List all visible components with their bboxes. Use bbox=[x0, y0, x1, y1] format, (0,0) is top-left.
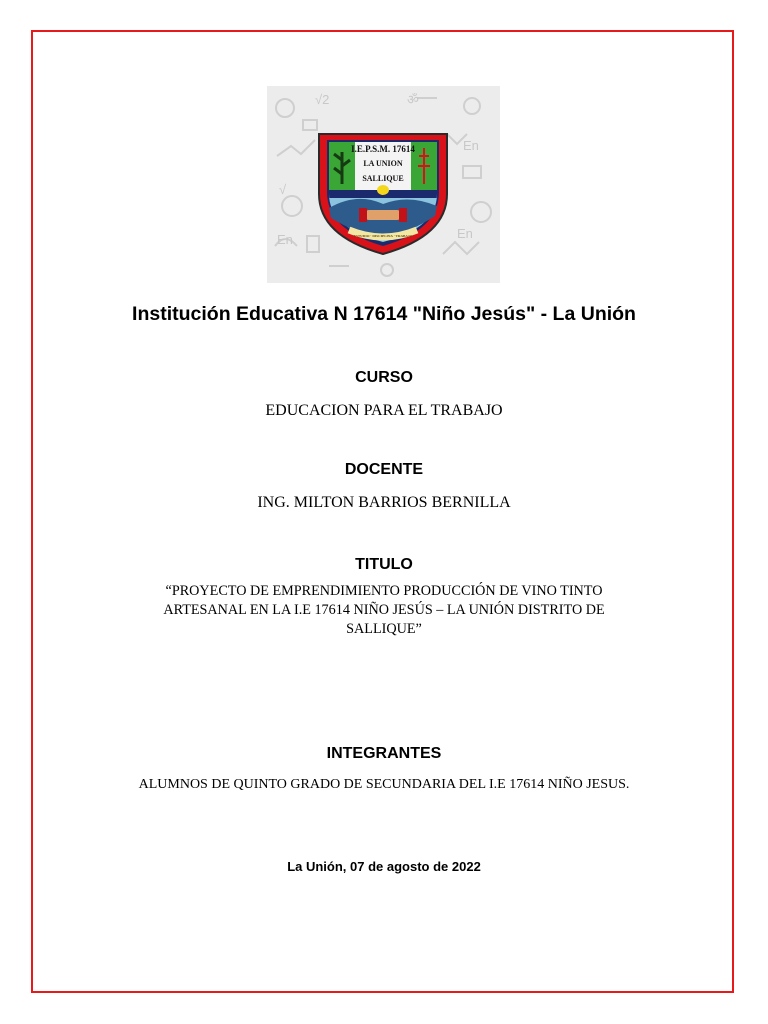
place-date: La Unión, 07 de agosto de 2022 bbox=[287, 859, 481, 874]
teacher-value: ING. MILTON BARRIOS BERNILLA bbox=[257, 494, 511, 511]
svg-text:I.E.P.S.M. 17614: I.E.P.S.M. 17614 bbox=[351, 144, 415, 154]
svg-text:ESTUDIO · DISCIPLINA · TRABAJO: ESTUDIO · DISCIPLINA · TRABAJO bbox=[353, 234, 413, 238]
svg-text:En: En bbox=[457, 226, 473, 241]
course-value: EDUCACION PARA EL TRABAJO bbox=[265, 402, 503, 419]
institution-name: Institución Educativa N 17614 "Niño Jesús" - La Unión bbox=[132, 303, 636, 325]
school-crest-logo bbox=[267, 86, 500, 283]
teacher-heading: DOCENTE bbox=[344, 461, 424, 478]
members-value: ALUMNOS DE QUINTO GRADO DE SECUNDARIA DEL I.E 17614 NIÑO JESUS. bbox=[138, 777, 630, 792]
course-heading: CURSO bbox=[355, 369, 413, 386]
svg-text:En: En bbox=[463, 138, 479, 153]
svg-text:En: En bbox=[277, 232, 293, 247]
title-heading: TITULO bbox=[355, 556, 413, 573]
project-title: “PROYECTO DE EMPRENDIMIENTO PRODUCCIÓN DE VINO TINTO ARTESANAL EN LA I.E 17614 NIÑO JESÚS – LA UNIÓN DISTRITO DE SALLIQUE” bbox=[163, 583, 605, 637]
svg-text:LA UNION: LA UNION bbox=[363, 159, 403, 168]
svg-text:ॐ: ॐ bbox=[407, 92, 419, 107]
svg-text:SALLIQUE: SALLIQUE bbox=[362, 174, 404, 183]
members-heading: INTEGRANTES bbox=[326, 745, 442, 762]
svg-text:√: √ bbox=[279, 182, 287, 197]
svg-text:√2: √2 bbox=[315, 92, 330, 107]
